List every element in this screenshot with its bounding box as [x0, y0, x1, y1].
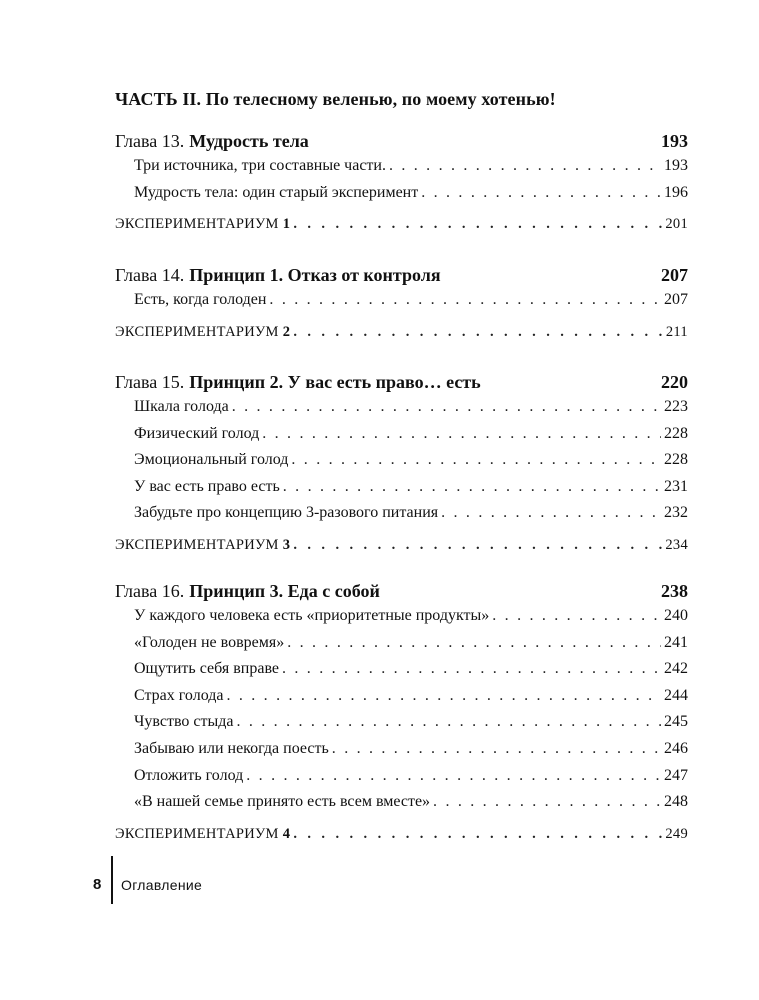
entry-page: 207 [664, 291, 688, 308]
dot-leader [291, 451, 661, 469]
experimentarium-label: ЭКСПЕРИМЕНТАРИУМ [115, 536, 279, 553]
entry-title: «В нашей семье принято есть всем вместе» [134, 793, 431, 811]
dot-leader [269, 291, 661, 309]
chapter-16-block [115, 581, 688, 850]
dot-leader [421, 184, 661, 202]
entry-title: «Голоден не вовремя» [134, 633, 285, 651]
entry-title: Мудрость тела: один старый эксперимент [134, 183, 419, 201]
experimentarium-entry [115, 324, 688, 348]
toc-entry [115, 157, 688, 184]
footer-divider [111, 856, 113, 904]
entry-page: 223 [664, 398, 688, 415]
entry-page: 193 [664, 157, 688, 174]
experimentarium-label: ЭКСПЕРИМЕНТАРИУМ [115, 323, 279, 340]
toc-entry [115, 184, 688, 211]
chapter-page: 238 [661, 581, 688, 601]
chapter-15-block [115, 372, 688, 561]
experimentarium-number: 1 [282, 216, 291, 233]
toc-entry [115, 451, 688, 478]
toc-entry [115, 398, 688, 425]
chapter-page: 207 [661, 265, 688, 285]
experimentarium-page: 249 [665, 825, 688, 842]
toc-entry [115, 634, 688, 661]
toc-entry [115, 504, 688, 531]
entry-title: Три источника, три составные части. [134, 157, 386, 174]
chapter-page: 220 [661, 372, 688, 392]
dot-leader [389, 157, 661, 175]
dot-leader [282, 660, 661, 678]
experimentarium-label: ЭКСПЕРИМЕНТАРИУМ [115, 825, 279, 842]
experimentarium-entry [115, 216, 688, 240]
page-number: 8 [93, 876, 102, 893]
experimentarium-number: 3 [282, 536, 291, 553]
toc-entry [115, 713, 688, 740]
dot-leader [262, 425, 661, 443]
chapter-heading [115, 581, 688, 607]
entry-title: Чувство стыда [134, 713, 234, 731]
dot-leader [226, 687, 661, 705]
toc-entry [115, 425, 688, 452]
entry-title: Ощутить себя вправе [134, 660, 279, 678]
part-title: ЧАСТЬ II. По телесному веленью, по моему хотенью! [115, 89, 556, 109]
chapter-title: Принцип 3. Еда с собой [189, 581, 380, 601]
entry-page: 231 [664, 477, 688, 495]
chapter-title: Мудрость тела [189, 131, 309, 151]
entry-page: 244 [664, 686, 688, 704]
entry-page: 228 [664, 451, 688, 469]
dot-leader [492, 607, 661, 625]
entry-title: Отложить голод [134, 766, 244, 784]
entry-title: Эмоциональный голод [134, 451, 289, 469]
entry-title: Шкала голода [134, 398, 229, 415]
entry-title: Физический голод [134, 424, 260, 442]
chapter-number: Глава 15. [115, 372, 185, 392]
entry-page: 245 [664, 713, 688, 731]
dot-leader [293, 216, 662, 233]
dot-leader [283, 478, 661, 496]
experimentarium-page: 201 [665, 216, 688, 233]
entry-page: 228 [664, 424, 688, 442]
chapter-heading [115, 372, 688, 398]
experimentarium-label: ЭКСПЕРИМЕНТАРИУМ [115, 216, 279, 233]
experimentarium-page: 211 [665, 323, 688, 340]
chapter-number: Глава 13. [115, 131, 185, 151]
entry-page: 242 [664, 660, 688, 678]
entry-page: 246 [664, 739, 688, 757]
toc-entry [115, 687, 688, 714]
entry-page: 241 [664, 633, 688, 651]
chapter-14-block [115, 265, 688, 348]
entry-title: У вас есть право есть [134, 477, 280, 495]
dot-leader [332, 740, 661, 758]
chapter-heading [115, 131, 688, 157]
dot-leader [293, 826, 662, 843]
chapter-number: Глава 14. [115, 265, 185, 285]
chapter-13-block [115, 131, 688, 240]
entry-page: 232 [664, 504, 688, 522]
dot-leader [293, 537, 662, 554]
dot-leader [293, 324, 663, 341]
experimentarium-number: 4 [282, 825, 291, 842]
entry-title: Забываю или некогда поесть [134, 739, 329, 757]
experimentarium-entry [115, 826, 688, 850]
chapter-heading [115, 265, 688, 291]
toc-entry [115, 607, 688, 634]
toc-entry [115, 478, 688, 505]
experimentarium-entry [115, 537, 688, 561]
dot-leader [236, 713, 661, 731]
entry-page: 247 [664, 766, 688, 784]
experimentarium-page: 234 [665, 536, 688, 553]
toc-entry [115, 793, 688, 820]
chapter-title: Принцип 2. У вас есть право… есть [189, 372, 481, 392]
running-title: Оглавление [121, 877, 203, 893]
chapter-title: Принцип 1. Отказ от контроля [189, 265, 441, 285]
entry-title: Страх голода [134, 686, 224, 704]
toc-entry [115, 660, 688, 687]
dot-leader [441, 504, 661, 522]
toc-entry [115, 740, 688, 767]
entry-page: 248 [664, 793, 688, 811]
dot-leader [287, 634, 661, 652]
experimentarium-number: 2 [282, 323, 291, 340]
entry-title: Есть, когда голоден [134, 291, 267, 308]
entry-title: Забудьте про концепцию 3-разового питания [134, 504, 439, 522]
dot-leader [232, 398, 661, 416]
toc-entry [115, 767, 688, 794]
page-footer [0, 856, 400, 904]
entry-page: 240 [664, 607, 688, 624]
chapter-page: 193 [661, 131, 688, 151]
dot-leader [433, 793, 661, 811]
dot-leader [246, 767, 661, 785]
toc-entry [115, 291, 688, 318]
entry-page: 196 [664, 183, 688, 201]
chapter-number: Глава 16. [115, 581, 185, 601]
entry-title: У каждого человека есть «приоритетные продукты» [134, 607, 490, 624]
